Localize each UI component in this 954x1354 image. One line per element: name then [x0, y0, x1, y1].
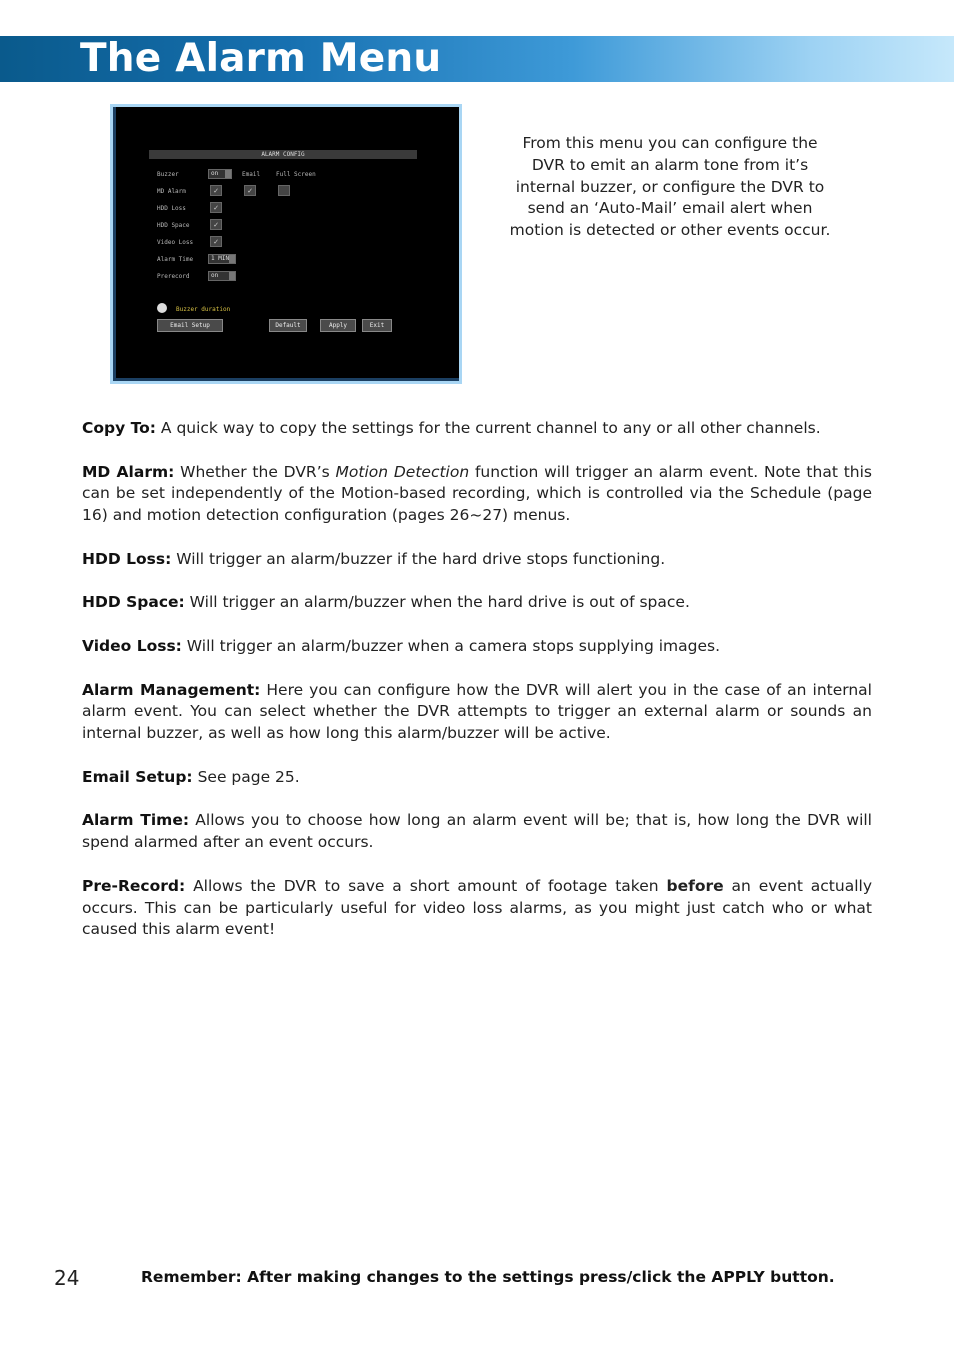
apply-button[interactable]: Apply — [320, 319, 356, 332]
email-setup-button[interactable]: Email Setup — [157, 319, 223, 332]
video-loss-checkbox[interactable]: ✓ — [210, 236, 222, 247]
alarm-time-value: 1 MIN — [211, 255, 230, 262]
video-loss-label: Video Loss — [157, 239, 194, 246]
page-title: The Alarm Menu — [80, 36, 442, 81]
fullscreen-column-label: Full Screen — [276, 171, 316, 178]
pre-record-text-b: an event actually occurs. This can be particularly useful for video loss alarms, as you might just catch who or what caused this alarm event! — [82, 876, 872, 939]
hdd-loss-paragraph — [82, 549, 872, 571]
copy-to-text: A quick way to copy the settings for the current channel to any or all other channels. — [155, 419, 821, 437]
hdd-space-term: HDD Space: — [82, 593, 185, 612]
email-setup-paragraph — [82, 767, 872, 789]
dropdown-arrow-icon — [229, 272, 235, 280]
md-alarm-emphasis: Motion Detection — [335, 462, 470, 481]
email-setup-text: See page 25. — [192, 767, 300, 786]
md-alarm-email-checkbox[interactable]: ✓ — [244, 185, 256, 196]
alarm-management-paragraph — [82, 680, 872, 745]
prerecord-select[interactable] — [208, 271, 236, 281]
pre-record-term: Pre-Record: — [82, 876, 186, 895]
buzzer-value: on — [211, 170, 219, 177]
hdd-space-label: HDD Space — [157, 222, 190, 229]
alarm-config-screenshot — [113, 107, 459, 381]
email-setup-term: Email Setup: — [82, 767, 193, 786]
default-button[interactable]: Default — [269, 319, 307, 332]
pre-record-strong: before — [666, 876, 724, 895]
copy-to-term: Copy To: — [82, 419, 156, 437]
alarm-time-text: Allows you to choose how long an alarm event will be; that is, how long the DVR will spend alarmed after an event occurs. — [82, 811, 872, 852]
hdd-loss-checkbox[interactable]: ✓ — [210, 202, 222, 213]
copy-to-paragraph — [82, 418, 872, 440]
hdd-space-text: Will trigger an alarm/buzzer when the hard drive is out of space. — [184, 593, 690, 612]
prerecord-value: on — [211, 272, 219, 279]
alarm-time-paragraph — [82, 810, 872, 854]
screenshot-frame — [110, 104, 462, 384]
md-alarm-text-a: Whether the DVR’s — [174, 462, 336, 481]
hdd-loss-text: Will trigger an alarm/buzzer if the hard drive stops functioning. — [171, 549, 666, 568]
dropdown-arrow-icon — [225, 170, 231, 178]
buzzer-duration-note: Buzzer duration — [176, 306, 231, 313]
buzzer-select[interactable] — [208, 169, 232, 179]
body-text — [82, 418, 872, 963]
md-alarm-checkbox[interactable]: ✓ — [210, 185, 222, 196]
md-alarm-fullscreen-checkbox[interactable] — [278, 185, 290, 196]
info-bullet-icon — [157, 303, 167, 313]
video-loss-term: Video Loss: — [82, 636, 182, 655]
md-alarm-paragraph — [82, 462, 872, 527]
video-loss-paragraph — [82, 636, 872, 658]
alarm-config-title: ALARM CONFIG — [149, 150, 417, 159]
hdd-space-checkbox[interactable]: ✓ — [210, 219, 222, 230]
hdd-loss-term: HDD Loss: — [82, 549, 172, 568]
md-alarm-text-b: function will trigger an alarm event. Note that this can be set independently of the Motion-based recording, which is controlled via the Schedule (page 16) and motion detection configuration (pages 26~27) menus. — [82, 462, 872, 525]
apply-reminder: Remember: After making changes to the settings press/click the APPLY button. — [141, 1268, 835, 1286]
alarm-management-term: Alarm Management: — [82, 680, 261, 699]
pre-record-paragraph — [82, 876, 872, 941]
video-loss-text: Will trigger an alarm/buzzer when a camera stops supplying images. — [181, 636, 721, 655]
prerecord-label: Prerecord — [157, 273, 190, 280]
pre-record-text-a: Allows the DVR to save a short amount of footage taken — [185, 876, 667, 895]
alarm-time-label: Alarm Time — [157, 256, 194, 263]
intro-text: From this menu you can configure the DVR to emit an alarm tone from it’s internal buzzer, or configure the DVR to send an ‘Auto-Mail’ email alert when motion is detected or other events occur. — [509, 134, 831, 240]
md-alarm-term: MD Alarm: — [82, 462, 175, 481]
dropdown-arrow-icon — [229, 255, 235, 263]
alarm-time-term: Alarm Time: — [82, 811, 190, 830]
md-alarm-label: MD Alarm — [157, 188, 186, 195]
alarm-time-select[interactable] — [208, 254, 236, 264]
exit-button[interactable]: Exit — [362, 319, 392, 332]
page-number: 24 — [54, 1266, 80, 1290]
buzzer-label: Buzzer — [157, 171, 179, 178]
hdd-space-paragraph — [82, 592, 872, 614]
hdd-loss-label: HDD Loss — [157, 205, 186, 212]
email-column-label: Email — [242, 171, 261, 178]
alarm-management-text: Here you can configure how the DVR will alert you in the case of an internal alarm event. You can select whether the DVR attempts to trigger an external alarm or sounds an internal buzzer, as well as how long this alarm/buzzer will be active. — [82, 680, 872, 743]
